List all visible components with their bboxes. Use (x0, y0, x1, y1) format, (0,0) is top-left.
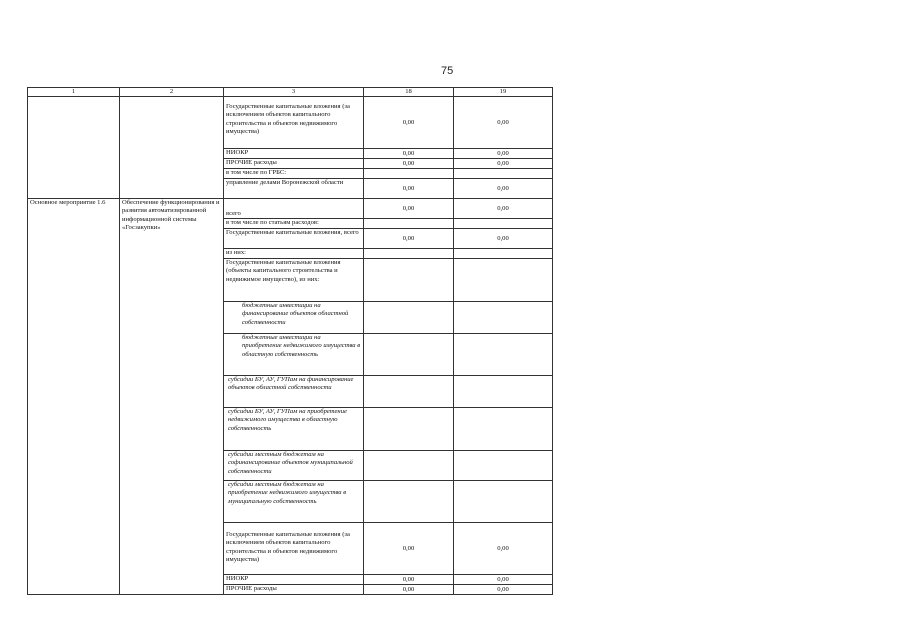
row-label: всего (224, 199, 364, 219)
value-19: 0,00 (454, 585, 553, 595)
empty-cell (364, 408, 454, 451)
empty-cell (454, 408, 553, 451)
page-number: 75 (441, 65, 454, 77)
empty-cell (364, 451, 454, 481)
empty-cell (454, 169, 553, 179)
row-label: в том числе по статьям расходов: (224, 219, 364, 229)
row-label: Государственные капитальные вложения (за исключением объектов капитального строительства и объектов недвижимого имущества) (224, 97, 364, 149)
row-label: ПРОЧИЕ расходы (224, 159, 364, 169)
empty-cell (364, 302, 454, 334)
row-label: НИОКР (224, 575, 364, 585)
value-19: 0,00 (454, 149, 553, 159)
empty-cell (454, 481, 553, 523)
row-label: из них: (224, 249, 364, 259)
table-row (28, 199, 553, 219)
header-col-1: 1 (28, 88, 120, 97)
value-19: 0,00 (454, 97, 553, 149)
activity-title: Основное мероприятие 1.6 (28, 199, 120, 595)
value-18: 0,00 (364, 229, 454, 249)
value-19: 0,00 (454, 159, 553, 169)
row-label: ПРОЧИЕ расходы (224, 585, 364, 595)
row-label: управление делами Воронежской области (224, 179, 364, 199)
empty-cell (364, 334, 454, 376)
empty-cell (120, 97, 224, 199)
empty-cell (364, 249, 454, 259)
value-18: 0,00 (364, 159, 454, 169)
empty-cell (454, 451, 553, 481)
row-label: в том числе по ГРБС: (224, 169, 364, 179)
row-label: бюджетные инвестиции на приобретение недвижимого имущества в областную собственность (224, 334, 364, 376)
row-label: бюджетные инвестиции на финансирование объектов областной собственности (224, 302, 364, 334)
empty-cell (364, 219, 454, 229)
row-label: субсидии местным бюджетам на приобретение недвижимого имущества в муниципальную собственность (224, 481, 364, 523)
empty-cell (454, 249, 553, 259)
row-label: НИОКР (224, 149, 364, 159)
row-label: Государственные капитальные вложения, всего (224, 229, 364, 249)
row-label: субсидии БУ, АУ, ГУПам на приобретение недвижимого имущества в областную собственность (224, 408, 364, 451)
value-18: 0,00 (364, 179, 454, 199)
empty-cell (454, 334, 553, 376)
row-label: субсидии БУ, АУ, ГУПам на финансирование объектов областной собственности (224, 376, 364, 408)
empty-cell (364, 259, 454, 302)
activity-description: Обеспечение функционирования и развития автоматизированной информационной системы «Госзакупки» (120, 199, 224, 595)
value-19: 0,00 (454, 199, 553, 219)
header-col-2: 2 (120, 88, 224, 97)
value-19: 0,00 (454, 575, 553, 585)
value-18: 0,00 (364, 199, 454, 219)
empty-cell (454, 219, 553, 229)
empty-cell (454, 376, 553, 408)
table-row (28, 97, 553, 149)
value-19: 0,00 (454, 229, 553, 249)
header-col-3: 3 (224, 88, 364, 97)
header-col-19: 19 (454, 88, 553, 97)
header-col-18: 18 (364, 88, 454, 97)
empty-cell (364, 169, 454, 179)
value-19: 0,00 (454, 179, 553, 199)
value-18: 0,00 (364, 523, 454, 575)
empty-cell (364, 376, 454, 408)
empty-cell (454, 259, 553, 302)
value-18: 0,00 (364, 585, 454, 595)
value-18: 0,00 (364, 149, 454, 159)
value-18: 0,00 (364, 97, 454, 149)
empty-cell (28, 97, 120, 199)
budget-table (27, 87, 553, 595)
value-19: 0,00 (454, 523, 553, 575)
row-label: Государственные капитальные вложения (за исключением объектов капитального строительства и объектов недвижимого имущества) (224, 523, 364, 575)
row-label: Государственные капитальные вложения (объекты капитального строительства и недвижимое имущество), из них: (224, 259, 364, 302)
empty-cell (364, 481, 454, 523)
empty-cell (454, 302, 553, 334)
row-label: субсидии местным бюджетам на софинансирование объектов муниципальной собственности (224, 451, 364, 481)
header-row (28, 88, 553, 97)
value-18: 0,00 (364, 575, 454, 585)
